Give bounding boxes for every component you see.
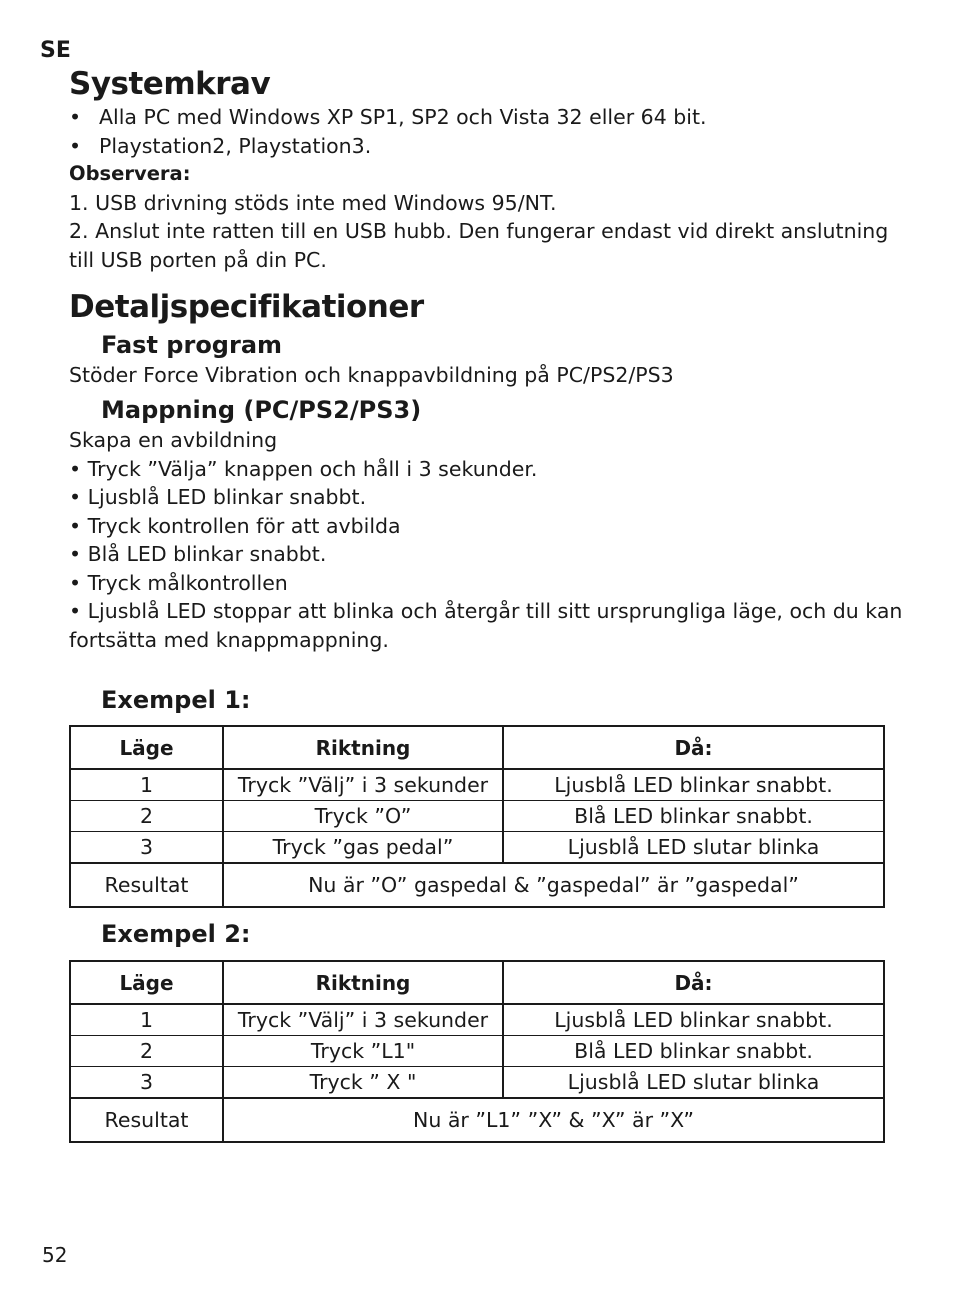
list-item: • Playstation2, Playstation3. [69,133,372,158]
header-cell: Riktning [223,961,503,1004]
table-cell: Blå LED blinkar snabbt. [503,1036,884,1067]
table-row [70,1004,884,1036]
fixed-program-text: Stöder Force Vibration och knappavbildning på PC/PS2/PS3 [69,363,674,387]
list-item: • Ljusblå LED stoppar att blinka och återgår till sitt ursprungliga läge, och du kan [69,599,903,623]
table-cell: Tryck ”Välj” i 3 sekunder [223,1004,503,1036]
table-cell: 2 [70,801,223,832]
note-label: Observera: [69,162,191,185]
table-cell: 3 [70,832,223,864]
list-item: • Alla PC med Windows XP SP1, SP2 och Vista 32 eller 64 bit. [69,105,707,129]
table-cell: Tryck ”O” [223,801,503,832]
header-cell: Läge [70,961,223,1004]
list-item: • Tryck ”Välja” knappen och håll i 3 sekunder. [69,456,538,481]
table-cell: Tryck ”L1" [223,1036,503,1067]
header-cell: Då: [503,726,884,769]
systemkrav-list [69,103,888,274]
mapping-intro: Skapa en avbildning [69,428,278,452]
language-label: SE [40,38,71,63]
mapping-heading: Mappning (PC/PS2/PS3) [101,396,422,424]
note-1: 1. USB drivning stöds inte med Windows 95/NT. [69,190,557,215]
list-item-cont: fortsätta med knappmappning. [69,627,389,652]
note-2: 2. Anslut inte ratten till en USB hubb. Den fungerar endast vid direkt anslutning [69,219,889,243]
table-cell: Blå LED blinkar snabbt. [503,801,884,832]
systemkrav-heading: Systemkrav [69,66,271,102]
table-row [70,1067,884,1099]
mapping-text [69,426,902,654]
example-2-heading: Exempel 2: [101,920,251,948]
table-row [70,832,884,864]
table-cell: Ljusblå LED blinkar snabbt. [503,1004,884,1036]
example-2-table [69,960,885,1143]
table-cell: 1 [70,1004,223,1036]
table-header-row [70,961,884,1004]
example-1-table [69,725,885,908]
result-label: Resultat [70,863,223,907]
result-label: Resultat [70,1098,223,1142]
header-cell: Läge [70,726,223,769]
list-item: • Tryck målkontrollen [69,570,288,595]
table-cell: Tryck ”Välj” i 3 sekunder [223,769,503,801]
table-header-row [70,726,884,769]
table-cell: Ljusblå LED slutar blinka [503,1067,884,1099]
result-row [70,863,884,907]
table-cell: 1 [70,769,223,801]
table-cell: 3 [70,1067,223,1099]
page-number: 52 [42,1243,68,1267]
spec-heading: Detaljspecifikationer [69,289,424,325]
result-row [70,1098,884,1142]
table-row [70,1036,884,1067]
result-text: Nu är ”L1” ”X” & ”X” är ”X” [223,1098,884,1142]
note-2-cont: till USB porten på din PC. [69,247,327,272]
fixed-program-heading: Fast program [101,331,283,359]
result-text: Nu är ”O” gaspedal & ”gaspedal” är ”gaspedal” [223,863,884,907]
header-cell: Riktning [223,726,503,769]
table-cell: 2 [70,1036,223,1067]
list-item: • Tryck kontrollen för att avbilda [69,513,401,538]
list-item: • Blå LED blinkar snabbt. [69,542,327,566]
table-cell: Tryck ” X " [223,1067,503,1099]
table-cell: Tryck ”gas pedal” [223,832,503,864]
table-row [70,769,884,801]
table-cell: Ljusblå LED blinkar snabbt. [503,769,884,801]
example-1-heading: Exempel 1: [101,686,251,714]
table-cell: Ljusblå LED slutar blinka [503,832,884,864]
table-row [70,801,884,832]
header-cell: Då: [503,961,884,1004]
list-item: • Ljusblå LED blinkar snabbt. [69,485,367,509]
